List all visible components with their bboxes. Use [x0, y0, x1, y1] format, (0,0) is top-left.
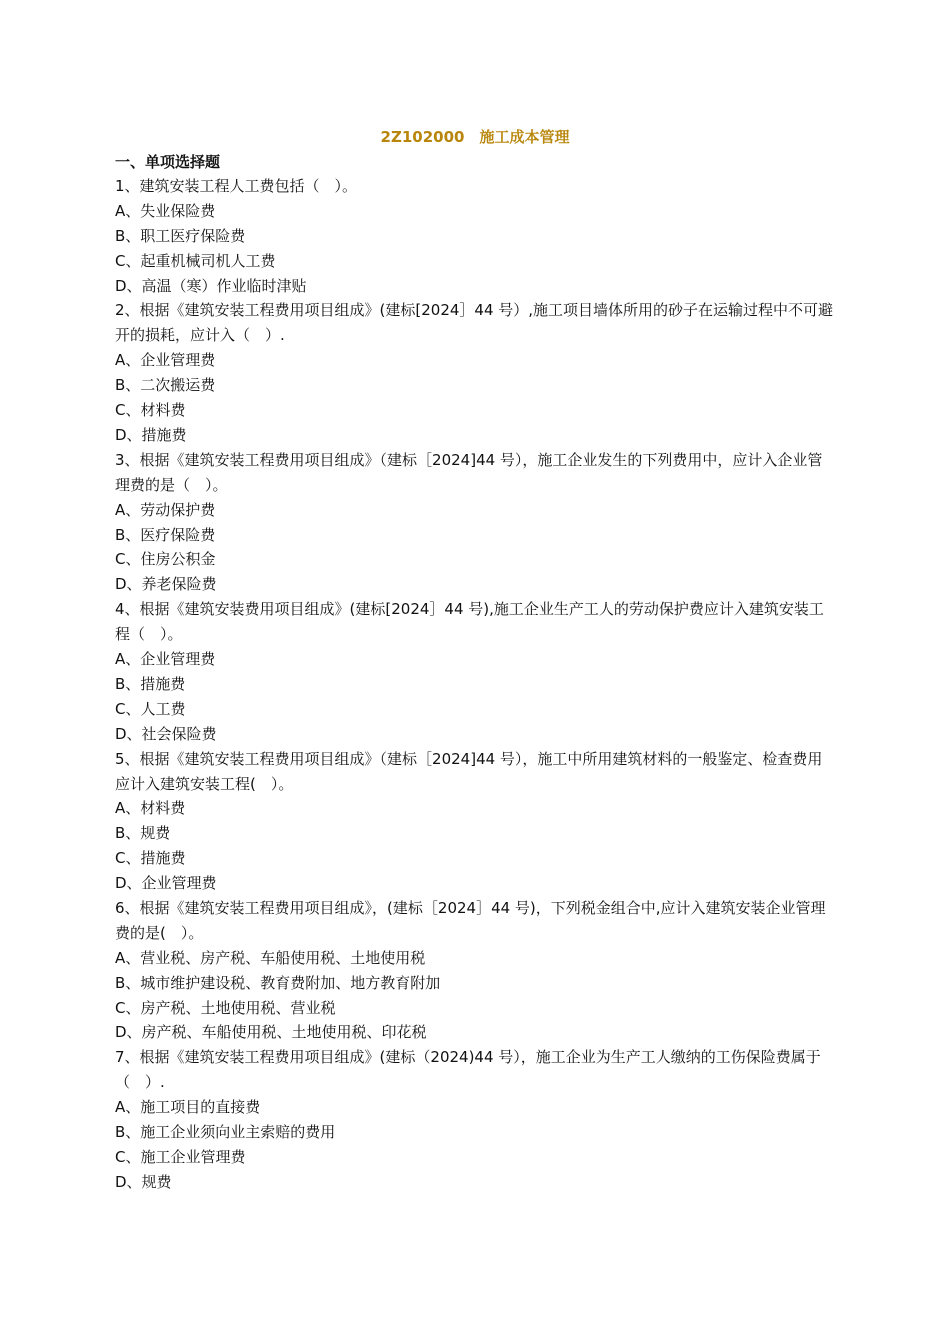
option-c: C、人工费 — [115, 699, 186, 718]
option-a: A、劳动保护费 — [115, 500, 216, 519]
option-a: A、失业保险费 — [115, 201, 216, 220]
question-2 — [115, 298, 837, 447]
question-stem: 4、根据《建筑安装费用项目组成》(建标[2024］44 号),施工企业生产工人的劳动保护费应计入建筑安装工程（ ）。 — [115, 600, 824, 644]
option-d: D、养老保险费 — [115, 575, 217, 594]
option-c: C、住房公积金 — [115, 550, 216, 569]
option-a: A、营业税、房产税、车船使用税、土地使用税 — [115, 948, 426, 967]
question-6 — [115, 896, 837, 1045]
option-c: C、施工企业管理费 — [115, 1147, 246, 1166]
question-stem: 5、根据《建筑安装工程费用项目组成》（建标［2024]44 号），施工中所用建筑材料的一般鉴定、检查费用应计入建筑安装工程( ）。 — [115, 749, 823, 793]
option-a: A、材料费 — [115, 799, 186, 818]
option-c: C、措施费 — [115, 849, 186, 868]
option-c: C、材料费 — [115, 401, 186, 420]
question-3 — [115, 448, 837, 597]
option-a: A、施工项目的直接费 — [115, 1098, 261, 1117]
option-a: A、企业管理费 — [115, 351, 216, 370]
option-b: B、二次搬运费 — [115, 376, 216, 395]
option-b: B、措施费 — [115, 674, 186, 693]
option-d: D、高温（寒）作业临时津贴 — [115, 276, 307, 295]
option-d: D、措施费 — [115, 425, 187, 444]
option-a: A、企业管理费 — [115, 650, 216, 669]
option-b: B、职工医疗保险费 — [115, 226, 246, 245]
question-list — [115, 150, 837, 1195]
question-1 — [115, 174, 837, 298]
document-title: 2Z102000 施工成本管理 — [380, 128, 570, 146]
option-d: D、企业管理费 — [115, 874, 217, 893]
option-b: B、规费 — [115, 824, 171, 843]
question-4 — [115, 597, 837, 746]
option-c: C、起重机械司机人工费 — [115, 251, 276, 270]
question-stem: 2、根据《建筑安装工程费用项目组成》(建标[2024］44 号）,施工项目墙体所用的砂子在运输过程中不可避开的损耗，应计入（ ）. — [115, 301, 834, 345]
option-d: D、房产税、车船使用税、土地使用税、印花税 — [115, 1023, 427, 1042]
option-d: D、规费 — [115, 1172, 172, 1191]
question-stem: 6、根据《建筑安装工程费用项目组成》，(建标［2024］44 号)，下列税金组合中,应计入建筑安装企业管理费的是( ）。 — [115, 898, 826, 942]
option-c: C、房产税、土地使用税、营业税 — [115, 998, 336, 1017]
question-stem: 7、根据《建筑安装工程费用项目组成》(建标（2024)44 号），施工企业为生产工人缴纳的工伤保险费属于（ ）. — [115, 1048, 821, 1092]
option-b: B、医疗保险费 — [115, 525, 216, 544]
option-b: B、城市维护建设税、教育费附加、地方教育附加 — [115, 973, 441, 992]
question-7 — [115, 1045, 837, 1194]
question-stem: 3、根据《建筑安装工程费用项目组成》（建标［2024]44 号），施工企业发生的下列费用中，应计入企业管理费的是（ ）。 — [115, 450, 823, 494]
option-d: D、社会保险费 — [115, 724, 217, 743]
option-b: B、施工企业须向业主索赔的费用 — [115, 1123, 336, 1142]
question-5 — [115, 747, 837, 896]
section-heading: 一、单项选择题 — [115, 153, 221, 171]
question-stem: 1、建筑安装工程人工费包括（ ）。 — [115, 177, 358, 195]
